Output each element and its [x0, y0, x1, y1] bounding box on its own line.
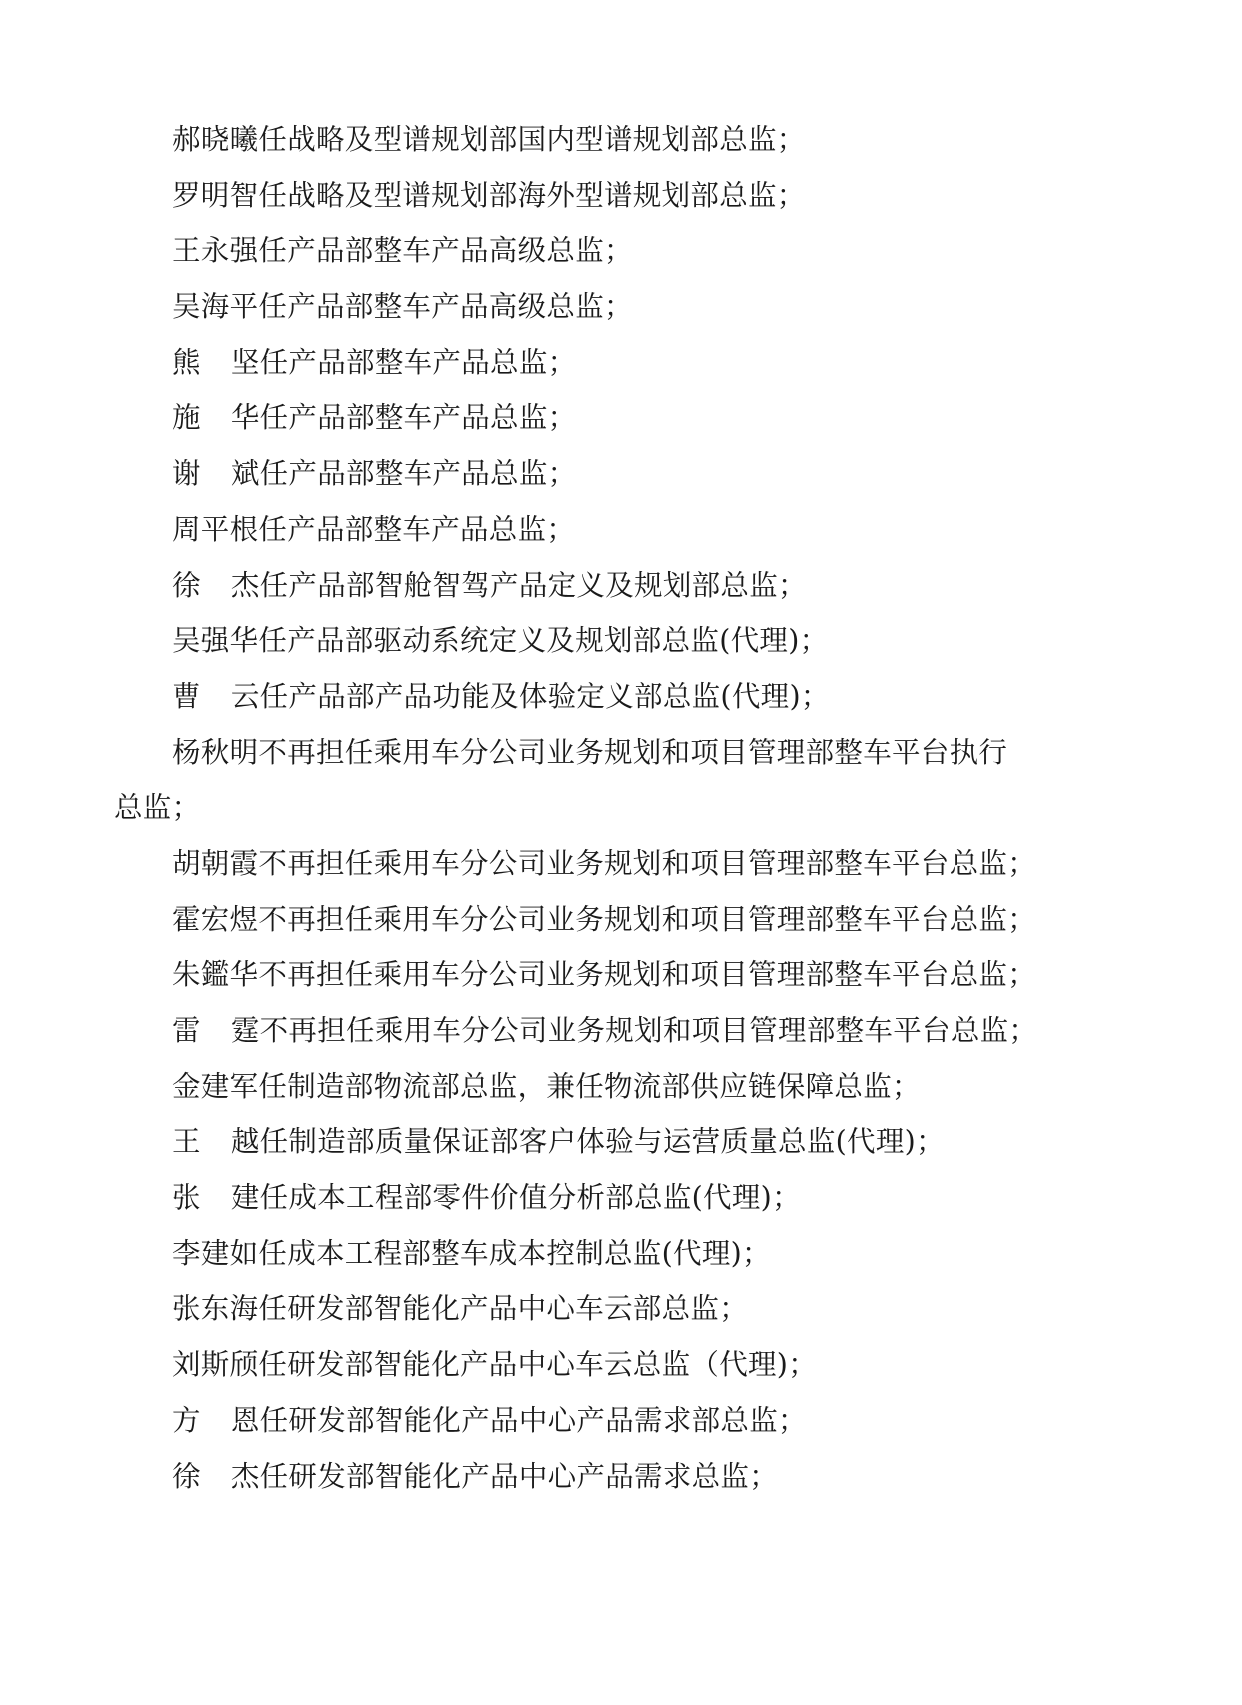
- person-name: 朱鑑华: [172, 958, 259, 992]
- list-item: [114, 892, 1134, 948]
- appointment-text-continuation: 总监；: [114, 791, 201, 825]
- person-given-name: 杰: [230, 568, 260, 602]
- list-item: [114, 279, 1134, 335]
- appointment-text: 任研发部智能化产品中心车云总监（代理)；: [258, 1348, 818, 1382]
- list-item: [114, 223, 1134, 279]
- person-name: 罗明智: [172, 178, 259, 212]
- person-surname: 施: [172, 401, 201, 435]
- person-name: 张东海: [172, 1292, 259, 1326]
- person-surname: 徐: [172, 1459, 201, 1493]
- list-item: [114, 613, 1134, 669]
- list-item: [114, 390, 1134, 446]
- list-item-continuation: [114, 780, 1134, 836]
- person-given-name: 云: [230, 679, 260, 713]
- list-item: [114, 446, 1134, 502]
- appointment-text: 任成本工程部零件价值分析部总监(代理)；: [259, 1181, 801, 1215]
- person-name: 吴海平: [172, 290, 259, 324]
- list-item: [114, 947, 1134, 1003]
- list-item: [114, 669, 1134, 725]
- appointment-text: 不再担任乘用车分公司业务规划和项目管理部整车平台总监；: [258, 846, 1037, 880]
- person-surname: 王: [172, 1125, 201, 1159]
- person-given-name: 建: [230, 1181, 260, 1215]
- person-name: 胡朝霞: [172, 846, 259, 880]
- person-given-name: 杰: [230, 1459, 260, 1493]
- list-item: [114, 1003, 1134, 1059]
- person-given-name: 越: [230, 1125, 260, 1159]
- appointment-text: 不再担任乘用车分公司业务规划和项目管理部整车平台总监；: [259, 1014, 1038, 1047]
- appointment-text: 不再担任乘用车分公司业务规划和项目管理部整车平台总监；: [258, 902, 1037, 936]
- list-item: [114, 335, 1134, 391]
- person-surname: 方: [172, 1403, 201, 1437]
- person-surname: 曹: [172, 679, 201, 713]
- person-given-name: 华: [230, 401, 260, 435]
- appointment-text: 不再担任乘用车分公司业务规划和项目管理部整车平台总监；: [258, 958, 1037, 992]
- list-item: [114, 836, 1134, 892]
- appointment-text: 任产品部整车产品高级总监；: [258, 290, 633, 324]
- list-item: [114, 1059, 1134, 1115]
- list-item: [114, 502, 1134, 558]
- person-name: 霍宏煜: [172, 902, 259, 936]
- person-name: 李建如: [172, 1236, 259, 1270]
- person-surname: 谢: [172, 457, 201, 491]
- person-name: 吴强华: [172, 624, 259, 658]
- list-item: [114, 168, 1134, 224]
- appointment-text: 任产品部整车产品总监；: [259, 345, 577, 379]
- list-item: [114, 112, 1134, 168]
- appointment-text: 任产品部智舱智驾产品定义及规划部总监；: [259, 568, 807, 602]
- appointment-text: 任产品部整车产品高级总监；: [258, 234, 633, 268]
- list-item: [114, 1170, 1134, 1226]
- list-item: [114, 1393, 1134, 1449]
- appointment-text: 任研发部智能化产品中心车云部总监；: [258, 1292, 749, 1326]
- person-given-name: 霆: [230, 1014, 260, 1047]
- appointment-text: 任产品部整车产品总监；: [258, 512, 576, 546]
- list-item: [114, 1337, 1134, 1393]
- person-name: 周平根: [172, 512, 259, 546]
- appointment-text: 任研发部智能化产品中心产品需求总监；: [259, 1459, 779, 1493]
- appointment-text: 任产品部整车产品总监；: [259, 401, 577, 435]
- person-name: 杨秋明: [172, 735, 259, 769]
- person-name: 刘斯颀: [172, 1348, 259, 1382]
- appointment-text: 任产品部整车产品总监；: [259, 457, 577, 491]
- person-given-name: 坚: [230, 345, 260, 379]
- appointment-text: 任制造部物流部总监，兼任物流部供应链保障总监；: [258, 1069, 921, 1103]
- appointment-text: 任研发部智能化产品中心产品需求部总监；: [259, 1403, 807, 1437]
- appointment-text: 任产品部驱动系统定义及规划部总监(代理)；: [258, 624, 829, 658]
- person-surname: 张: [172, 1181, 201, 1215]
- person-name: 金建军: [172, 1069, 259, 1103]
- appointment-text: 任成本工程部整车成本控制总监(代理)；: [258, 1236, 771, 1270]
- list-item: [114, 725, 1134, 781]
- appointment-text: 任制造部质量保证部客户体验与运营质量总监(代理)；: [259, 1125, 945, 1159]
- list-item: [114, 1226, 1134, 1282]
- person-given-name: 恩: [230, 1403, 260, 1437]
- list-item: [114, 1281, 1134, 1337]
- person-name: 王永强: [172, 234, 259, 268]
- person-surname: 徐: [172, 568, 201, 602]
- list-item: [114, 1449, 1134, 1505]
- appointment-text: 任战略及型谱规划部海外型谱规划部总监；: [258, 178, 806, 212]
- appointment-list: [114, 112, 1134, 1504]
- appointment-text: 任战略及型谱规划部国内型谱规划部总监；: [258, 123, 806, 156]
- list-item: [114, 558, 1134, 614]
- person-surname: 熊: [172, 345, 201, 379]
- list-item: [114, 1114, 1134, 1170]
- person-surname: 雷: [172, 1014, 201, 1047]
- person-name: 郝晓曦: [172, 123, 259, 156]
- appointment-text: 不再担任乘用车分公司业务规划和项目管理部整车平台执行: [258, 735, 1008, 769]
- appointment-text: 任产品部产品功能及体验定义部总监(代理)；: [259, 679, 830, 713]
- person-given-name: 斌: [230, 457, 260, 491]
